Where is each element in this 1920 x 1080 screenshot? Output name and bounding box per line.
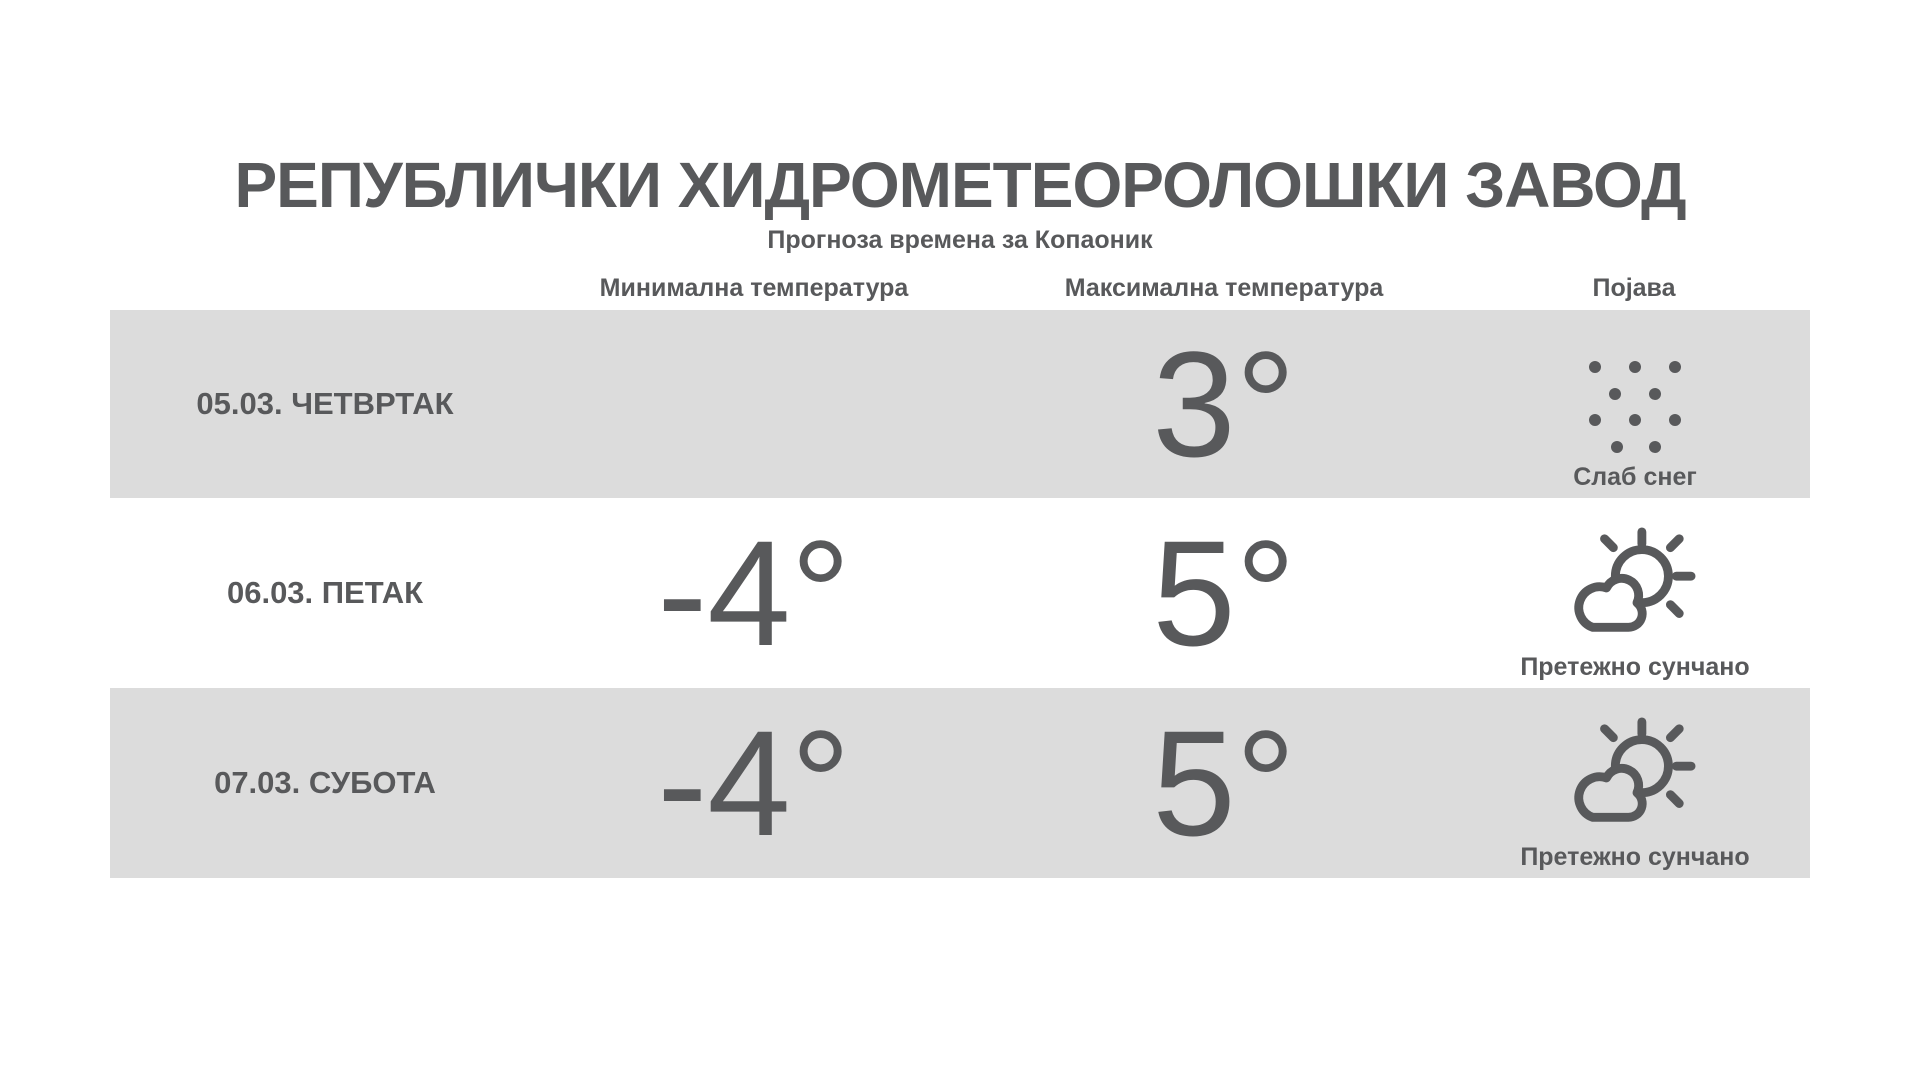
phenomenon-cell: [1470, 498, 1800, 688]
max-temperature-value: 3°: [1152, 319, 1296, 488]
phenomenon-cell: [1470, 688, 1800, 878]
light-snow-icon: [1585, 359, 1685, 455]
max-temperature-value: 5°: [1152, 698, 1296, 867]
phenomenon-cell: [1470, 310, 1800, 498]
column-header-max-temperature: Максимална температура: [1064, 274, 1384, 302]
max-temperature-value: 5°: [1152, 508, 1296, 677]
phenomenon-label: Слаб снег: [1573, 463, 1697, 491]
mostly-sunny-icon: [1571, 717, 1699, 835]
forecast-row-thursday: [110, 310, 1810, 498]
column-header-min-temperature: Минимална температура: [599, 274, 909, 302]
day-label: 05.03. ЧЕТВРТАК: [196, 386, 454, 421]
page-title: РЕПУБЛИЧКИ ХИДРОМЕТЕОРОЛОШКИ ЗАВОД: [234, 149, 1686, 221]
day-label: 06.03. ПЕТАК: [226, 575, 424, 610]
forecast-row-friday: [110, 498, 1810, 688]
min-temperature-value: [554, 310, 954, 498]
phenomenon-label: Претежно сунчано: [1520, 843, 1750, 871]
day-label: 07.03. СУБОТА: [214, 765, 436, 800]
column-header-phenomenon: Појава: [1592, 274, 1676, 302]
min-temperature-value: -4°: [657, 698, 851, 867]
forecast-row-saturday: [110, 688, 1810, 878]
page-subtitle: Прогноза времена за Копаоник: [767, 226, 1153, 254]
phenomenon-label: Претежно сунчано: [1520, 653, 1750, 681]
mostly-sunny-icon: [1571, 527, 1699, 645]
min-temperature-value: -4°: [657, 508, 851, 677]
